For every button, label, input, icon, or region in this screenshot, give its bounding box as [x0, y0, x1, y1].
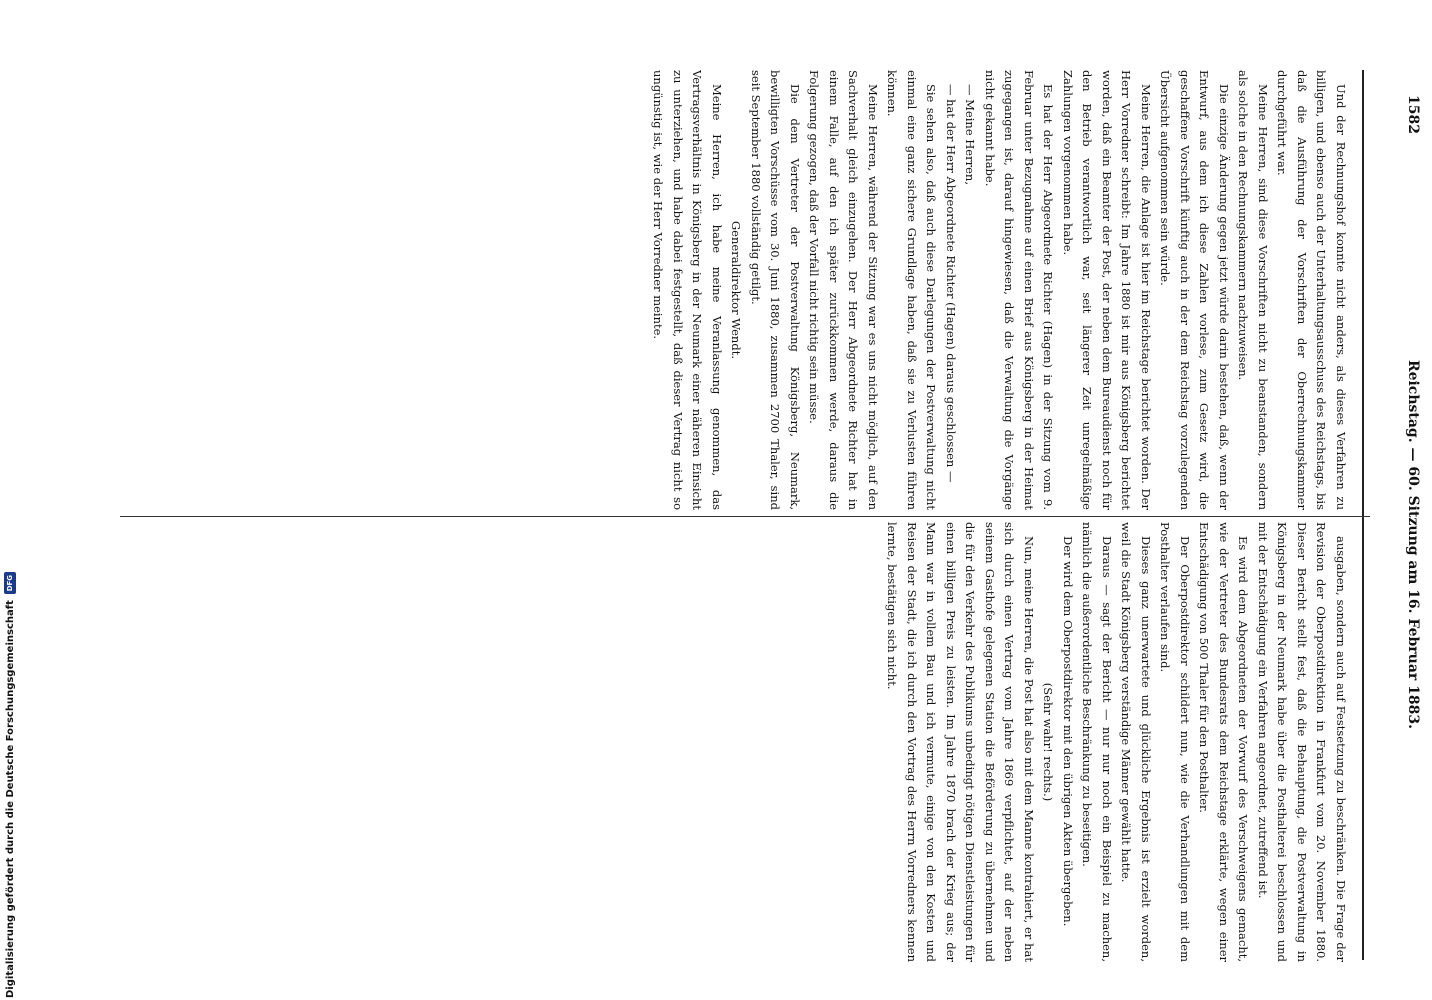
paragraph: ausgaben, sondern auch auf Festsetzung zu beschränken. Die Frage der Revision der Oberpostdirektion in Frankfurt vom 20. November 1880. Dieser Bericht stellt fest, daß die Behauptung, die Postverwaltung in Königsberg in der Neumark habe über die Posthalterei beschlossen und mit der Entschädigung ein Verfahren angeordnet, zutreffend ist.	[1256, 522, 1348, 962]
dfg-logo: DFG	[4, 572, 16, 594]
paragraph: Es wird dem Abgeordneten der Vorwurf des Verschweigens gemacht, wie der Vertreter des Bundesrats dem Reichstage erklärte, wegen einer Entschädigung von 500 Thaler für den Posthalter.	[1197, 522, 1251, 962]
speaker-heading: Generaldirektor Wendt.	[729, 221, 744, 359]
page-header	[1398, 95, 1428, 995]
applause-note: (Sehr wahr! rechts.)	[1041, 682, 1056, 802]
header-rule	[1362, 70, 1364, 960]
column-divider	[120, 516, 1370, 517]
text-column-left	[120, 70, 1350, 510]
paragraph: — Meine Herren,	[963, 84, 978, 185]
paragraph: — hat der Herr Abgeordnete Richter (Hagen) daraus geschlossen —	[944, 84, 958, 483]
paragraph: Dieses ganz unerwartete und glückliche Ergebnis ist erzielt worden, weil die Stadt Königsberg verständige Männer gewählt hatte.	[1119, 522, 1153, 962]
funding-sidebar	[2, 8, 18, 998]
paragraph: Meine Herren, während der Sitzung war es uns nicht möglich, auf den Sachverhalt gleich einzugehen. Der Herr Abgeordnete Richter hat in einem Falle, auf den ich später zurückkommen werde, daraus die Folgerung gezogen, daß der Vorfall nicht richtig sein müsse.	[807, 70, 880, 510]
funding-note: Digitalisierung gefördert durch die Deutsche Forschungsgemeinschaft	[4, 600, 16, 998]
paragraph: Daraus — sagt der Bericht — nur nur noch ein Beispiel zu machen, nämlich die außerordentliche Beschränkung zu beseitigen.	[1080, 522, 1114, 962]
paragraph: Meine Herren, sind diese Vorschriften nicht zu beanstanden, sondern als solche in den Rechnungskammern nachzuweisen.	[1236, 70, 1270, 510]
paragraph: Es hat der Herr Abgeordnete Richter (Hagen) in der Sitzung vom 9. Februar unter Bezugnahme auf einen Brief aus Königsberg in der Heimat zugegangen ist, darauf hingewiesen, daß die Verwaltung die Vorgänge nicht gekannt habe.	[983, 70, 1056, 510]
paragraph: Der Oberpostdirektor schildert nun, wie die Verhandlungen mit dem Posthalter verlaufen sind.	[1158, 522, 1192, 962]
paragraph: Meine Herren, ich habe meine Veranlassung genommen, das Vertragsverhältnis in Königsberg in der Neumark einer näheren Einsicht zu unterziehen, und habe dabei festgestellt, daß dieser Vertrag nicht so ungünstig ist, wie der Herr Vorredner meinte.	[651, 70, 724, 510]
paragraph: Die einzige Änderung gegen jetzt würde darin bestehen, daß, wenn der Entwurf, aus dem ich diese Zahlen vorlese, zum Gesetz wird, die geschaffene Vorschrift künftig auch in der dem Reichstag vorzulegenden Übersicht aufgenommen sein würde.	[1158, 70, 1231, 510]
page-number: 1582	[1405, 95, 1421, 134]
paragraph: Der wird dem Oberpostdirektor mit den übrigen Akten übergeben.	[1061, 536, 1075, 927]
paragraph: Meine Herren, die Anlage ist hier im Reichstage berichtet worden. Der Herr Vorredner schreibt: Im Jahre 1880 ist mir aus Königsberg berichtet worden, daß ein Beamter der Post, der neben dem Bureaudienst noch für den Betrieb verantwortlich war, seit längerer Zeit unregelmäßige Zahlungen vorgenommen habe.	[1061, 70, 1153, 510]
paragraph: Sie sehen also, daß auch diese Darlegungen der Postverwaltung nicht einmal eine ganz sichere Grundlage haben, daß sie zu Verlusten führen können.	[885, 70, 939, 510]
paragraph: Die dem Vertreter der Postverwaltung Königsberg, Neumark, bewilligten Vorschüsse vom 30. Juni 1880, zusammen 2700 Thaler, sind seit September 1880 vollständig getilgt.	[749, 70, 802, 510]
running-title: Reichstag. — 60. Sitzung am 16. Februar 1883.	[1405, 359, 1421, 730]
text-column-right	[120, 522, 1350, 962]
paragraph: Und der Rechnungshof konnte nicht anders, als dieses Verfahren zu billigen, und ebenso auch der Unterhaltungsausschuss des Reichstags, bis daß die Ausführung der Vorschriften der Oberrechnungskammer durchgeführt war.	[1275, 70, 1348, 510]
paragraph: Nun, meine Herren, die Post hat also mit dem Manne kontrahiert, er hat sich durch einen Vertrag vom Jahre 1869 verpflichtet, auf der neben seinem Gasthofe gelegenen Station die Beförderung zu übernehmen und die für den Verkehr des Publikums unbedingt nötigen Dienstleistungen für einen billigen Preis zu leisten. Im Jahre 1870 brach der Krieg aus; der Mann war in vollem Bau und ich vermute, einige von den Kosten und Reisen der Stadt, die ich durch den Vortrag des Herrn Vorredners kennen lernte, bestätigen sich nicht.	[885, 522, 1036, 962]
